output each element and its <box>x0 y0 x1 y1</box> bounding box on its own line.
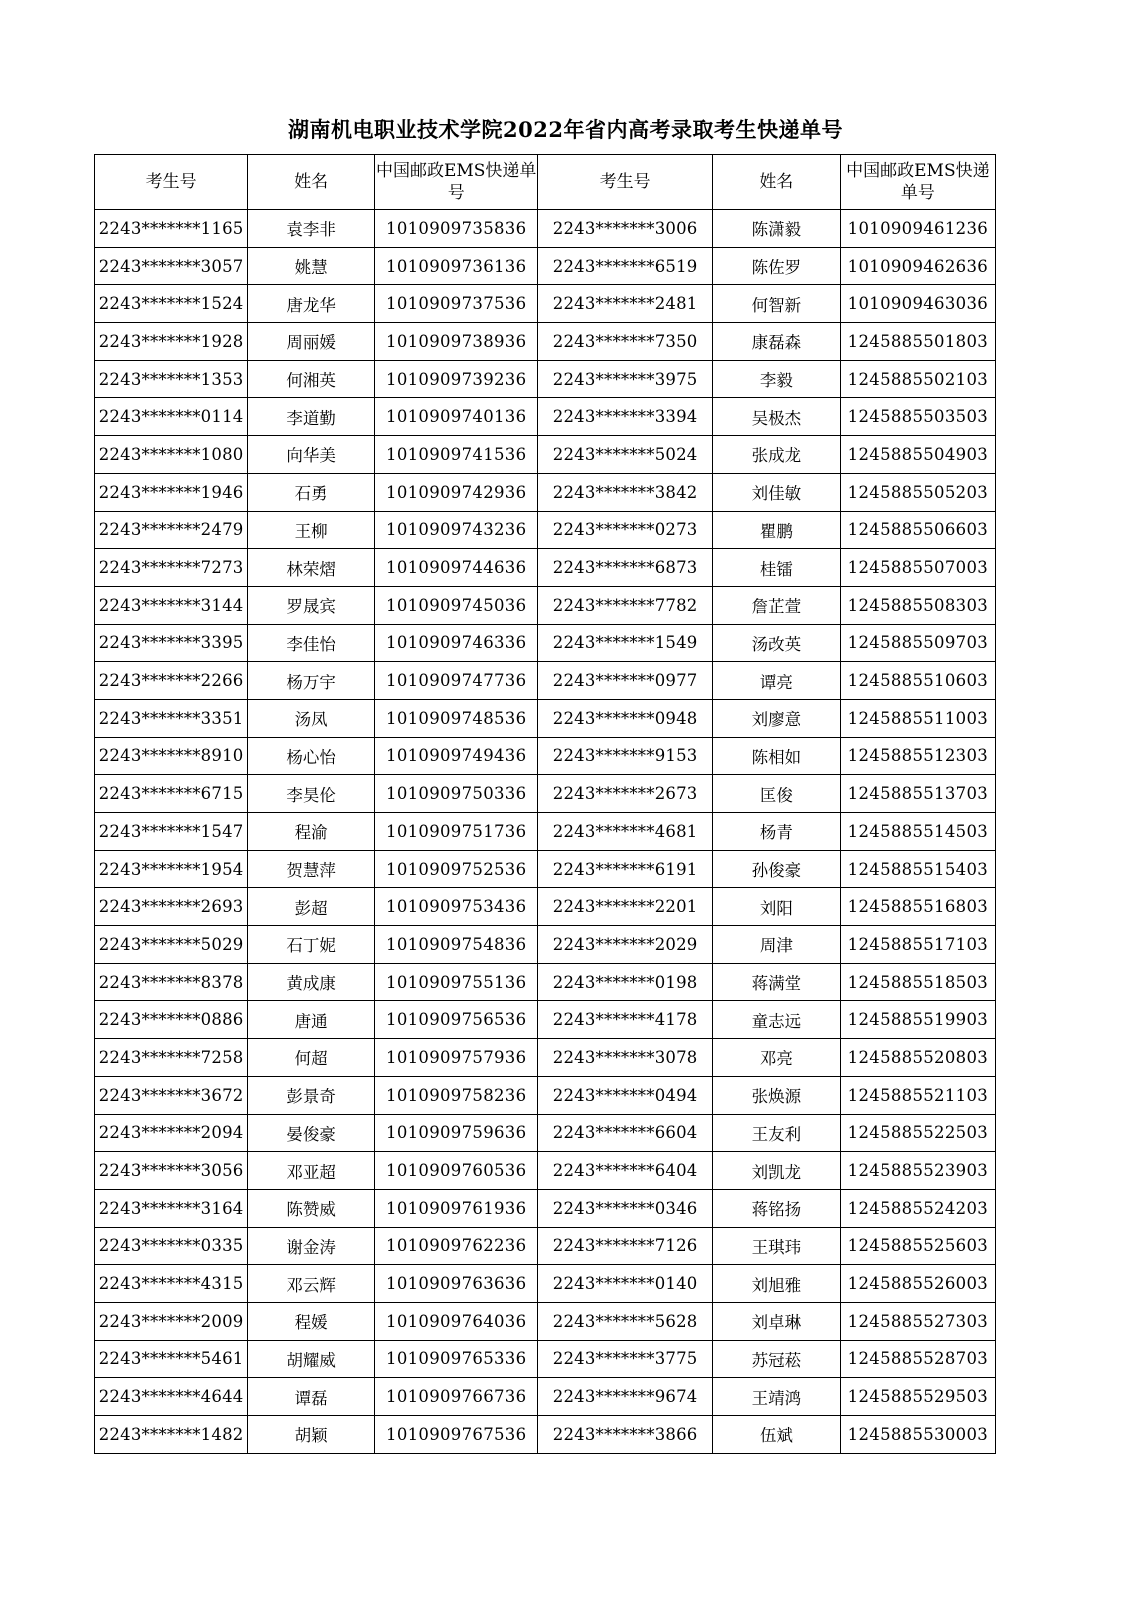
name-cell: 王友利 <box>712 1114 840 1152</box>
exam-id-cell: 2243*******9153 <box>538 737 713 775</box>
exam-id-cell: 2243*******2479 <box>95 511 248 549</box>
tracking-number-cell: 1245885505203 <box>840 473 995 511</box>
name-cell: 石丁妮 <box>248 926 375 964</box>
exam-id-cell: 2243*******0198 <box>538 963 713 1001</box>
name-cell: 周丽媛 <box>248 323 375 361</box>
table-row <box>95 210 996 248</box>
exam-id-cell: 2243*******6604 <box>538 1114 713 1152</box>
header-tracking-number: 中国邮政EMS快递单号 <box>840 155 995 210</box>
tracking-number-cell: 1245885511003 <box>840 699 995 737</box>
exam-id-cell: 2243*******1482 <box>95 1416 248 1454</box>
tracking-number-cell: 1245885530003 <box>840 1416 995 1454</box>
tracking-number-cell: 1010909738936 <box>375 323 538 361</box>
tracking-number-cell: 1010909755136 <box>375 963 538 1001</box>
table-row <box>95 699 996 737</box>
exam-id-cell: 2243*******2673 <box>538 775 713 813</box>
header-exam-id: 考生号 <box>95 155 248 210</box>
exam-id-cell: 2243*******6873 <box>538 549 713 587</box>
tracking-number-cell: 1010909762236 <box>375 1227 538 1265</box>
exam-id-cell: 2243*******8910 <box>95 737 248 775</box>
name-cell: 晏俊豪 <box>248 1114 375 1152</box>
exam-id-cell: 2243*******5461 <box>95 1340 248 1378</box>
table-row <box>95 1227 996 1265</box>
exam-id-cell: 2243*******2266 <box>95 662 248 700</box>
name-cell: 吴极杰 <box>712 398 840 436</box>
exam-id-cell: 2243*******1524 <box>95 285 248 323</box>
table-row <box>95 624 996 662</box>
table-row <box>95 586 996 624</box>
table-body <box>95 210 996 1454</box>
name-cell: 杨心怡 <box>248 737 375 775</box>
page-title: 湖南机电职业技术学院2022年省内高考录取考生快递单号 <box>288 117 843 142</box>
tracking-number-cell: 1010909744636 <box>375 549 538 587</box>
name-cell: 王靖鸿 <box>712 1378 840 1416</box>
exam-id-cell: 2243*******0948 <box>538 699 713 737</box>
table-row <box>95 926 996 964</box>
name-cell: 蒋满堂 <box>712 963 840 1001</box>
tracking-number-cell: 1245885526003 <box>840 1265 995 1303</box>
exam-id-cell: 2243*******0886 <box>95 1001 248 1039</box>
exam-id-cell: 2243*******7782 <box>538 586 713 624</box>
header-name: 姓名 <box>712 155 840 210</box>
name-cell: 詹芷萱 <box>712 586 840 624</box>
name-cell: 胡耀威 <box>248 1340 375 1378</box>
name-cell: 刘旭雅 <box>712 1265 840 1303</box>
name-cell: 李佳怡 <box>248 624 375 662</box>
name-cell: 童志远 <box>712 1001 840 1039</box>
tracking-number-cell: 1245885522503 <box>840 1114 995 1152</box>
table-row <box>95 775 996 813</box>
name-cell: 苏冠菘 <box>712 1340 840 1378</box>
tracking-number-cell: 1245885514503 <box>840 813 995 851</box>
exam-id-cell: 2243*******6715 <box>95 775 248 813</box>
name-cell: 彭超 <box>248 888 375 926</box>
name-cell: 杨青 <box>712 813 840 851</box>
table-row <box>95 360 996 398</box>
tracking-number-cell: 1010909767536 <box>375 1416 538 1454</box>
tracking-number-cell: 1245885513703 <box>840 775 995 813</box>
table-row <box>95 1416 996 1454</box>
name-cell: 谭磊 <box>248 1378 375 1416</box>
table-row <box>95 1378 996 1416</box>
name-cell: 王琪玮 <box>712 1227 840 1265</box>
name-cell: 谢金涛 <box>248 1227 375 1265</box>
name-cell: 刘阳 <box>712 888 840 926</box>
tracking-number-cell: 1010909751736 <box>375 813 538 851</box>
exam-id-cell: 2243*******3975 <box>538 360 713 398</box>
name-cell: 蒋铭扬 <box>712 1189 840 1227</box>
tracking-number-cell: 1010909742936 <box>375 473 538 511</box>
name-cell: 陈潇毅 <box>712 210 840 248</box>
name-cell: 唐通 <box>248 1001 375 1039</box>
exam-id-cell: 2243*******1165 <box>95 210 248 248</box>
tracking-number-cell: 1010909463036 <box>840 285 995 323</box>
exam-id-cell: 2243*******3395 <box>95 624 248 662</box>
exam-id-cell: 2243*******3056 <box>95 1152 248 1190</box>
name-cell: 周津 <box>712 926 840 964</box>
tracking-number-cell: 1245885503503 <box>840 398 995 436</box>
name-cell: 刘佳敏 <box>712 473 840 511</box>
name-cell: 邓亮 <box>712 1039 840 1077</box>
exam-id-cell: 2243*******3672 <box>95 1076 248 1114</box>
tracking-number-cell: 1010909752536 <box>375 850 538 888</box>
tracking-number-cell: 1245885516803 <box>840 888 995 926</box>
exam-id-cell: 2243*******1353 <box>95 360 248 398</box>
exam-id-cell: 2243*******2029 <box>538 926 713 964</box>
name-cell: 何超 <box>248 1039 375 1077</box>
exam-id-cell: 2243*******7273 <box>95 549 248 587</box>
tracking-number-cell: 1010909753436 <box>375 888 538 926</box>
name-cell: 李毅 <box>712 360 840 398</box>
exam-id-cell: 2243*******1946 <box>95 473 248 511</box>
name-cell: 李道勤 <box>248 398 375 436</box>
table-row <box>95 1001 996 1039</box>
name-cell: 杨万宇 <box>248 662 375 700</box>
name-cell: 瞿鹏 <box>712 511 840 549</box>
exam-id-cell: 2243*******3351 <box>95 699 248 737</box>
table-row <box>95 1076 996 1114</box>
exam-id-cell: 2243*******6519 <box>538 247 713 285</box>
name-cell: 程渝 <box>248 813 375 851</box>
exam-id-cell: 2243*******0346 <box>538 1189 713 1227</box>
exam-id-cell: 2243*******3394 <box>538 398 713 436</box>
tracking-number-cell: 1010909741536 <box>375 436 538 474</box>
name-cell: 黄成康 <box>248 963 375 1001</box>
exam-id-cell: 2243*******4315 <box>95 1265 248 1303</box>
tracking-number-cell: 1245885502103 <box>840 360 995 398</box>
name-cell: 李昊伦 <box>248 775 375 813</box>
name-cell: 陈赞威 <box>248 1189 375 1227</box>
tracking-number-cell: 1245885510603 <box>840 662 995 700</box>
tracking-number-cell: 1245885524203 <box>840 1189 995 1227</box>
exam-id-cell: 2243*******2693 <box>95 888 248 926</box>
exam-id-cell: 2243*******8378 <box>95 963 248 1001</box>
exam-id-cell: 2243*******3842 <box>538 473 713 511</box>
tracking-number-cell: 1010909761936 <box>375 1189 538 1227</box>
tracking-number-cell: 1010909462636 <box>840 247 995 285</box>
tracking-number-cell: 1010909764036 <box>375 1302 538 1340</box>
exam-id-cell: 2243*******5628 <box>538 1302 713 1340</box>
name-cell: 汤改英 <box>712 624 840 662</box>
table-row <box>95 285 996 323</box>
tracking-number-cell: 1010909736136 <box>375 247 538 285</box>
table-row <box>95 511 996 549</box>
tracking-number-cell: 1245885519903 <box>840 1001 995 1039</box>
exam-id-cell: 2243*******1549 <box>538 624 713 662</box>
exam-id-cell: 2243*******3078 <box>538 1039 713 1077</box>
tracking-number-cell: 1245885521103 <box>840 1076 995 1114</box>
tracking-number-cell: 1010909758236 <box>375 1076 538 1114</box>
name-cell: 何湘英 <box>248 360 375 398</box>
tracking-number-cell: 1010909739236 <box>375 360 538 398</box>
name-cell: 袁李非 <box>248 210 375 248</box>
tracking-number-cell: 1245885501803 <box>840 323 995 361</box>
table-row <box>95 888 996 926</box>
name-cell: 张成龙 <box>712 436 840 474</box>
table-row <box>95 1152 996 1190</box>
tracking-number-cell: 1245885529503 <box>840 1378 995 1416</box>
tracking-number-cell: 1010909746336 <box>375 624 538 662</box>
name-cell: 桂镭 <box>712 549 840 587</box>
tracking-number-cell: 1010909765336 <box>375 1340 538 1378</box>
name-cell: 唐龙华 <box>248 285 375 323</box>
name-cell: 胡颖 <box>248 1416 375 1454</box>
tracking-number-cell: 1010909750336 <box>375 775 538 813</box>
exam-id-cell: 2243*******0140 <box>538 1265 713 1303</box>
tracking-number-cell: 1010909760536 <box>375 1152 538 1190</box>
exam-id-cell: 2243*******5029 <box>95 926 248 964</box>
tracking-number-cell: 1010909757936 <box>375 1039 538 1077</box>
exam-id-cell: 2243*******9674 <box>538 1378 713 1416</box>
name-cell: 汤凤 <box>248 699 375 737</box>
name-cell: 罗晟宾 <box>248 586 375 624</box>
exam-id-cell: 2243*******3775 <box>538 1340 713 1378</box>
tracking-number-cell: 1010909748536 <box>375 699 538 737</box>
tracking-number-cell: 1010909745036 <box>375 586 538 624</box>
name-cell: 谭亮 <box>712 662 840 700</box>
exam-id-cell: 2243*******3057 <box>95 247 248 285</box>
name-cell: 康磊森 <box>712 323 840 361</box>
exam-id-cell: 2243*******0335 <box>95 1227 248 1265</box>
name-cell: 林荣熠 <box>248 549 375 587</box>
exam-id-cell: 2243*******4681 <box>538 813 713 851</box>
header-name: 姓名 <box>248 155 375 210</box>
name-cell: 匡俊 <box>712 775 840 813</box>
name-cell: 贺慧萍 <box>248 850 375 888</box>
tracking-number-cell: 1010909461236 <box>840 210 995 248</box>
name-cell: 何智新 <box>712 285 840 323</box>
name-cell: 刘凯龙 <box>712 1152 840 1190</box>
tracking-number-cell: 1245885509703 <box>840 624 995 662</box>
tracking-number-cell: 1245885523903 <box>840 1152 995 1190</box>
name-cell: 刘卓琳 <box>712 1302 840 1340</box>
tracking-number-cell: 1010909737536 <box>375 285 538 323</box>
name-cell: 姚慧 <box>248 247 375 285</box>
exam-id-cell: 2243*******0494 <box>538 1076 713 1114</box>
header-row <box>95 155 996 210</box>
exam-id-cell: 2243*******4644 <box>95 1378 248 1416</box>
name-cell: 彭景奇 <box>248 1076 375 1114</box>
exam-id-cell: 2243*******0977 <box>538 662 713 700</box>
table-row <box>95 963 996 1001</box>
name-cell: 程媛 <box>248 1302 375 1340</box>
exam-id-cell: 2243*******3006 <box>538 210 713 248</box>
table-row <box>95 1039 996 1077</box>
tracking-number-cell: 1245885528703 <box>840 1340 995 1378</box>
exam-id-cell: 2243*******4178 <box>538 1001 713 1039</box>
table-row <box>95 1114 996 1152</box>
exam-id-cell: 2243*******7126 <box>538 1227 713 1265</box>
exam-id-cell: 2243*******7350 <box>538 323 713 361</box>
table-row <box>95 662 996 700</box>
table-row <box>95 850 996 888</box>
name-cell: 刘廖意 <box>712 699 840 737</box>
tracking-number-cell: 1245885504903 <box>840 436 995 474</box>
header-tracking-number: 中国邮政EMS快递单号 <box>375 155 538 210</box>
tracking-number-cell: 1245885508303 <box>840 586 995 624</box>
tracking-number-cell: 1010909743236 <box>375 511 538 549</box>
tracking-number-cell: 1010909735836 <box>375 210 538 248</box>
name-cell: 向华美 <box>248 436 375 474</box>
table-row <box>95 549 996 587</box>
name-cell: 伍斌 <box>712 1416 840 1454</box>
tracking-number-cell: 1010909759636 <box>375 1114 538 1152</box>
name-cell: 邓云辉 <box>248 1265 375 1303</box>
tracking-number-cell: 1010909749436 <box>375 737 538 775</box>
table-row <box>95 1302 996 1340</box>
tracking-number-cell: 1010909740136 <box>375 398 538 436</box>
name-cell: 孙俊豪 <box>712 850 840 888</box>
tracking-number-cell: 1010909754836 <box>375 926 538 964</box>
exam-id-cell: 2243*******3866 <box>538 1416 713 1454</box>
exam-id-cell: 2243*******6191 <box>538 850 713 888</box>
name-cell: 张焕源 <box>712 1076 840 1114</box>
name-cell: 陈佐罗 <box>712 247 840 285</box>
tracking-number-cell: 1010909747736 <box>375 662 538 700</box>
tracking-number-cell: 1245885517103 <box>840 926 995 964</box>
exam-id-cell: 2243*******3164 <box>95 1189 248 1227</box>
exam-id-cell: 2243*******7258 <box>95 1039 248 1077</box>
table-row <box>95 473 996 511</box>
tracking-number-cell: 1245885518503 <box>840 963 995 1001</box>
exam-id-cell: 2243*******1080 <box>95 436 248 474</box>
table-row <box>95 1340 996 1378</box>
name-cell: 邓亚超 <box>248 1152 375 1190</box>
exam-id-cell: 2243*******2009 <box>95 1302 248 1340</box>
exam-id-cell: 2243*******2201 <box>538 888 713 926</box>
header-exam-id: 考生号 <box>538 155 713 210</box>
tracking-number-cell: 1245885525603 <box>840 1227 995 1265</box>
exam-id-cell: 2243*******2094 <box>95 1114 248 1152</box>
table-row <box>95 398 996 436</box>
exam-id-cell: 2243*******6404 <box>538 1152 713 1190</box>
exam-id-cell: 2243*******2481 <box>538 285 713 323</box>
name-cell: 石勇 <box>248 473 375 511</box>
exam-id-cell: 2243*******0273 <box>538 511 713 549</box>
table-row <box>95 1189 996 1227</box>
table-row <box>95 1265 996 1303</box>
tracking-number-cell: 1245885520803 <box>840 1039 995 1077</box>
exam-id-cell: 2243*******1928 <box>95 323 248 361</box>
table-row <box>95 813 996 851</box>
tracking-number-cell: 1245885507003 <box>840 549 995 587</box>
exam-id-cell: 2243*******0114 <box>95 398 248 436</box>
table-row <box>95 323 996 361</box>
exam-id-cell: 2243*******1954 <box>95 850 248 888</box>
table-row <box>95 247 996 285</box>
tracking-table <box>94 154 996 1454</box>
tracking-number-cell: 1245885506603 <box>840 511 995 549</box>
tracking-number-cell: 1245885527303 <box>840 1302 995 1340</box>
name-cell: 陈相如 <box>712 737 840 775</box>
table-row <box>95 737 996 775</box>
name-cell: 王柳 <box>248 511 375 549</box>
tracking-number-cell: 1245885515403 <box>840 850 995 888</box>
tracking-number-cell: 1010909766736 <box>375 1378 538 1416</box>
table-row <box>95 436 996 474</box>
exam-id-cell: 2243*******5024 <box>538 436 713 474</box>
tracking-number-cell: 1010909763636 <box>375 1265 538 1303</box>
exam-id-cell: 2243*******1547 <box>95 813 248 851</box>
tracking-number-cell: 1010909756536 <box>375 1001 538 1039</box>
tracking-number-cell: 1245885512303 <box>840 737 995 775</box>
exam-id-cell: 2243*******3144 <box>95 586 248 624</box>
